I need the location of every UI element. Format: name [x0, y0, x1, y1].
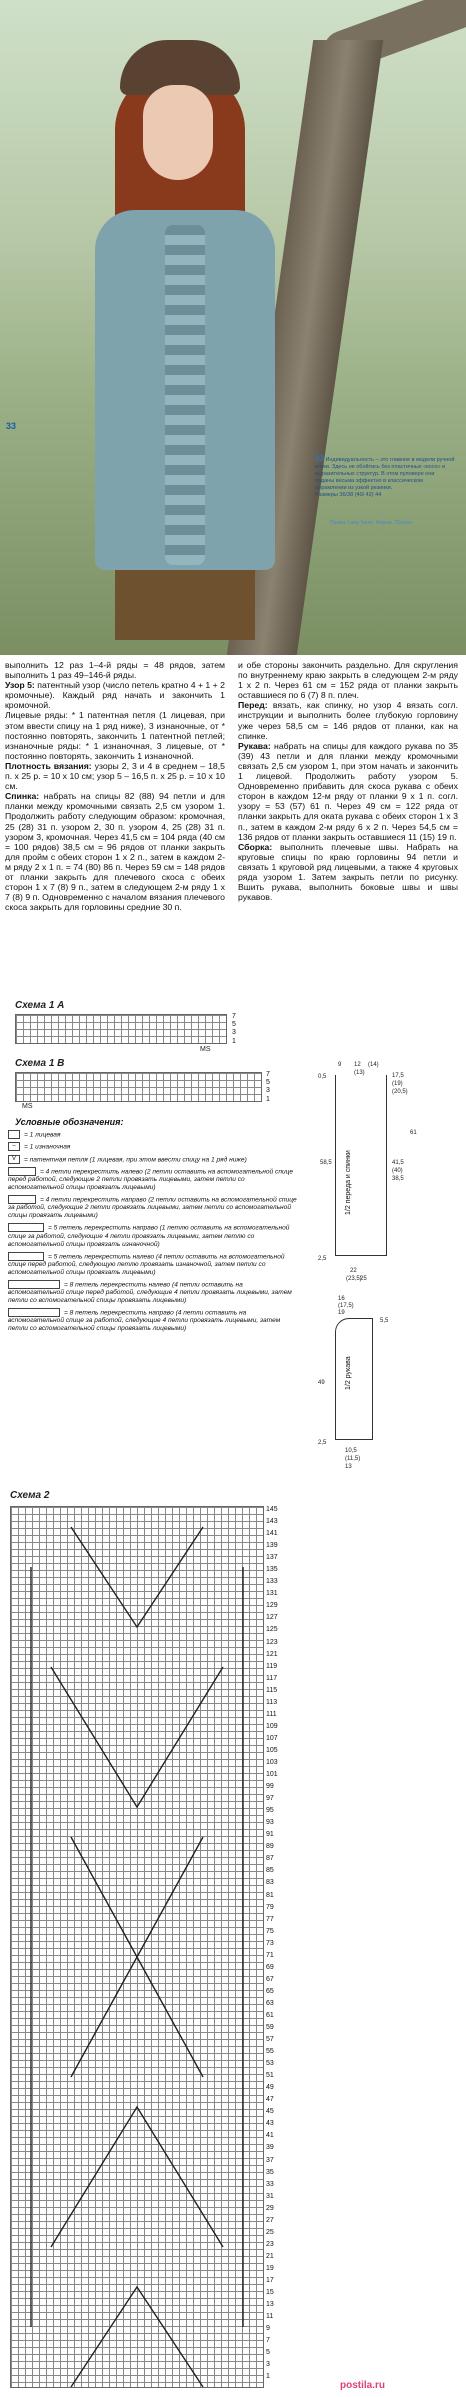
row-number: 3	[232, 1029, 236, 1037]
legend-symbol	[8, 1223, 44, 1232]
row-number: 25	[266, 2228, 274, 2236]
dimension-label: 61	[410, 1130, 417, 1136]
row-number: 37	[266, 2156, 274, 2164]
row-number: 137	[266, 1554, 278, 1562]
sleeve-schematic-label: 1/2 рукава	[345, 1356, 352, 1390]
row-number: 85	[266, 1867, 274, 1875]
row-number: 69	[266, 1963, 274, 1971]
legend-item	[8, 1280, 298, 1305]
row-number: 7	[266, 2337, 270, 2345]
row-number: 71	[266, 1951, 274, 1959]
dimension-label: 13	[345, 1464, 352, 1470]
paragraph-text: выполнить 12 раз 1–4-й ряды = 48 рядов, затем выполнить 1 раз 49–146-й ряды.	[5, 660, 225, 681]
dimension-label: (23,5)	[346, 1276, 362, 1282]
row-number: 73	[266, 1939, 274, 1947]
legend-text: = 8 петель перекрестить направо (4 петли оставить на вспомогательной спице за работой, следующие 4 петли провязать лицевыми, затем петли со вспомогательной спицы провязать лицевыми)	[8, 1309, 281, 1333]
legend-title: Условные обозначения:	[15, 1117, 124, 1127]
legend-list	[8, 1130, 298, 1336]
scheme-1a-title: Схема 1 A	[15, 1000, 65, 1011]
row-number: 51	[266, 2072, 274, 2080]
row-number: 1	[232, 1037, 236, 1045]
paragraph-text: набрать на спицы 82 (88) 94 петли и для планки между кромочными связать 2,5 см узором 1. Продолжить работу следующим образом: кромочная, 25 (28) 31 п. узором 2, 30 п. узором 4, 25 (28) 31 п. узором 3, кромочная. Через 41,5 см = 104 ряда (40 см = 100 рядов) 38,5 см = 96 рядов от планки закрыть для пройм с обеих сторон 1 х 2 п., затем в каждом 2-м ряду 2 х 1 п. = 74 (80) 86 п. Через 59 см = 148 рядов от планки закрыть для плечевого скоса с обеих сторон 1 х 7 (8) 9 п., затем в следующем 2-м ряду 1 х 7 (8) 9 п. Одновременно с началом вязания плечевого скоса закрыть для горловины средние 30 п.	[5, 791, 225, 913]
scheme-2-grid	[10, 1506, 264, 2388]
row-number: 15	[266, 2289, 274, 2297]
row-number: 131	[266, 1590, 278, 1598]
row-number: 119	[266, 1662, 278, 1670]
paragraph-heading: Рукава:	[238, 740, 271, 751]
dimension-label: (17,5)	[338, 1303, 354, 1309]
row-number: 17	[266, 2277, 274, 2284]
row-number: 135	[266, 1566, 278, 1574]
row-number: 1	[266, 2373, 270, 2381]
legend-item	[8, 1252, 298, 1277]
paragraph-text: набрать на спицы для каждого рукава по 35 (39) 43 петли и для планки между кромочными связать 2,5 см узором 1, при этом начать и закончить 1 лицевой. Продолжить работу узором 5. Одновременно прибавить для скоса рукава с обеих сторон в каждом 12-м ряду от планки 9 х 1 п. согл. узору = 53 (57) 61 п. Через 49 см = 122 ряда от планки закрыть для оката рукава с обеих сторон 1 х 3 п., затем в каждом 2-м ряду 6 х 2 п. Через 54,5 см = 136 рядов от планки закрыть оставшиеся 11 (15) 19 п.	[238, 740, 458, 842]
sweater-cable	[165, 225, 205, 565]
row-number: 13	[266, 2301, 274, 2309]
legend-text: = 4 петли перекрестить налево (2 петли оставить на вспомогательной спице перед работой, следующие 2 петли провязать лицевыми, затем петли со вспомогательной спицы провязать лицевыми)	[8, 1168, 294, 1191]
legend-symbol	[8, 1167, 36, 1176]
row-number: 117	[266, 1674, 278, 1682]
paragraph	[238, 842, 458, 903]
paragraph-text: выполнить плечевые швы. Набрать на круговые спицы по краю горловины 94 петли и связать 1 круговой ряд лицевыми, а также 4 круговых ряда узором 1. Затем закрыть петли по рисунку. Вшить рукава, выполнить боковые швы и швы рукавов.	[238, 841, 458, 903]
scheme-1a-grid	[15, 1014, 227, 1044]
dimension-label: (40)	[392, 1168, 403, 1174]
legend-text: = патентная петля (1 лицевая, при этом ввести спицу на 1 ряд ниже)	[24, 1155, 247, 1163]
row-number: 91	[266, 1831, 274, 1839]
row-number: 3	[266, 2361, 270, 2369]
row-number: 121	[266, 1650, 278, 1658]
row-number: 143	[266, 1518, 278, 1526]
body-schematic	[335, 1075, 387, 1256]
legend-item	[8, 1155, 298, 1164]
row-number: 67	[266, 1975, 274, 1983]
dimension-label: 38,5	[392, 1176, 404, 1182]
watermark-logo: postila.ru	[340, 2380, 386, 2391]
caption-sizes: Размеры 36/38 (40/ 42) 44	[315, 492, 382, 498]
paragraph	[5, 710, 225, 760]
paragraph-heading: Сборка:	[238, 841, 273, 852]
row-number: 139	[266, 1542, 278, 1550]
legend-symbol	[8, 1252, 44, 1261]
row-number: 79	[266, 1903, 274, 1911]
paragraph-text: Лицевые ряды: * 1 патентная петля (1 лицевая, при этом ввести спицу на 1 ряд ниже), 3 изнаночные, от * постоянно повторять, закончить 1 патентной петлей; изнаночные ряды: * 1 изнаночная, 3 лицевые, от * постоянно повторять, закончить 1 изнаночной.	[5, 710, 225, 761]
row-number: 23	[266, 2240, 274, 2248]
dimension-label: 5,5	[380, 1318, 389, 1324]
legend-symbol: V	[8, 1155, 20, 1164]
scheme-1b-row-numbers	[266, 1071, 270, 1104]
instructions-column-2	[238, 660, 458, 902]
row-number: 9	[266, 2325, 270, 2333]
row-number: 107	[266, 1734, 278, 1742]
model-face	[143, 85, 213, 180]
row-number: 105	[266, 1746, 278, 1754]
dimension-label: 16	[338, 1296, 345, 1302]
legend-item	[8, 1142, 298, 1151]
legend-item	[8, 1223, 298, 1248]
row-number: 83	[266, 1879, 274, 1887]
row-number: 1	[266, 1095, 270, 1103]
legend-symbol	[8, 1130, 20, 1139]
legend-item	[8, 1167, 298, 1192]
scheme-1b-ms: MS	[22, 1103, 33, 1110]
row-number: 5	[266, 1079, 270, 1087]
row-number: 3	[266, 1087, 270, 1095]
dimension-label: (20,5)	[392, 1089, 408, 1095]
caption-credit: Пряжа: Lang Yarns. Фирма: 7Gross»	[330, 520, 414, 526]
scheme-2-row-numbers	[266, 1504, 278, 2383]
row-number: 21	[266, 2252, 274, 2260]
row-number: 77	[266, 1915, 274, 1923]
scheme-1a-row-numbers	[232, 1013, 236, 1046]
paragraph	[5, 660, 225, 680]
dimension-label: 19	[338, 1310, 345, 1316]
scheme-2-title: Схема 2	[10, 1490, 50, 1501]
row-number: 41	[266, 2132, 274, 2140]
row-number: 95	[266, 1807, 274, 1815]
paragraph	[238, 660, 458, 700]
dimension-label: (13)	[354, 1070, 365, 1076]
paragraph	[5, 791, 225, 912]
page-number: 33	[6, 421, 17, 431]
legend-item	[8, 1195, 298, 1220]
row-number: 93	[266, 1819, 274, 1827]
dimension-label: 58,5	[320, 1160, 332, 1166]
row-number: 45	[266, 2108, 274, 2116]
legend-text: = 4 петли перекрестить направо (2 петли оставить на вспомогательной спице за работой, следующие 2 петли провязать лицевыми, затем петли со вспомогательной спицы провязать лицевыми)	[8, 1196, 297, 1220]
row-number: 133	[266, 1578, 278, 1586]
legend-text: = 8 петель перекрестить налево (4 петли оставить на вспомогательной спице перед работой, следующие 4 петли провязать лицевыми, затем петли со вспомогательной спицы провязать лицевыми)	[8, 1281, 292, 1304]
row-number: 53	[266, 2060, 274, 2068]
row-number: 19	[266, 2264, 274, 2272]
row-number: 65	[266, 1987, 274, 1995]
dimension-label: 25	[360, 1276, 367, 1282]
model-pants	[115, 570, 255, 640]
row-number: 61	[266, 2011, 274, 2019]
paragraph-text: и обе стороны закончить раздельно. Для скругления по внутреннему краю закрыть в следующем 2-м ряду 1 х 2 п. Через 61 см = 152 ряда от планки закрыть оставшиеся по 6 (7) 8 п. плеч.	[238, 660, 458, 701]
dimension-label: 17,5	[392, 1073, 404, 1079]
dimension-label: (14)	[368, 1062, 379, 1068]
row-number: 39	[266, 2144, 274, 2152]
row-number: 5	[232, 1021, 236, 1029]
paragraph-text: патентный узор (число петель кратно 4 + 1 + 2 кромочные). Каждый ряд начать и закончить 1 кромочной.	[5, 680, 225, 711]
sleeve-schematic	[335, 1318, 373, 1440]
caption-text: Индивидуальность – это главное в модели ручной вязки. Здесь не обойтись без пластичных «косо» и выразительных структур. В этом пуловере они поданы весьма эффектно в классическом обрамлении из узкой резинки.	[315, 457, 455, 491]
paragraph	[5, 761, 225, 791]
row-number: 113	[266, 1698, 278, 1706]
legend-item	[8, 1130, 298, 1139]
row-number: 109	[266, 1722, 278, 1730]
row-number: 123	[266, 1638, 278, 1646]
row-number: 5	[266, 2349, 270, 2357]
legend-symbol	[8, 1280, 60, 1289]
paragraph-heading: Узор 5:	[5, 680, 35, 691]
legend-text: = 1 изнаночная	[24, 1143, 71, 1151]
row-number: 55	[266, 2048, 274, 2056]
paragraph	[5, 680, 225, 710]
dimension-label: 49	[318, 1380, 325, 1386]
paragraph-text: вязать, как спинку, но узор 4 вязать согл. инструкции и выполнить более глубокую горловину уже через 58,5 см = 146 рядов от планки, как на спинке.	[238, 700, 458, 741]
photo-caption	[315, 455, 455, 499]
row-number: 111	[266, 1710, 277, 1718]
legend-text: = 5 петель перекрестить направо (1 петлю оставить на вспомогательной спице за работой, следующие 4 петли провязать лицевыми, затем петлю со вспомогательной спицы провязать изнаночной)	[8, 1224, 290, 1248]
legend-text: = 5 петель перекрестить налево (4 петли оставить на вспомогательной спице перед работой, следующую петлю провязать изнаночной, затем петли со вспомогательной спицы провязать лицевыми)	[8, 1252, 285, 1276]
row-number: 27	[266, 2216, 274, 2224]
row-number: 47	[266, 2096, 274, 2104]
paragraph-text: узоры 2, 3 и 4 в среднем – 18,5 п. х 25 р. = 10 х 10 см; узор 5 – 16,5 п. х 25 р. = 10 х 10 см.	[5, 760, 226, 792]
row-number: 115	[266, 1686, 278, 1694]
row-number: 81	[266, 1891, 274, 1899]
paragraph-heading: Спинка:	[5, 791, 40, 802]
scheme-1b-grid	[15, 1072, 262, 1102]
row-number: 101	[266, 1771, 278, 1779]
paragraph-heading: Перед:	[238, 700, 268, 711]
legend-symbol: –	[8, 1142, 20, 1151]
row-number: 99	[266, 1783, 274, 1791]
legend-item	[8, 1308, 298, 1333]
dimension-label: 2,5	[318, 1440, 327, 1446]
instructions-column-1	[5, 660, 225, 912]
row-number: 35	[266, 2168, 274, 2176]
paragraph	[238, 741, 458, 842]
body-schematic-label: 1/2 переда и спинки	[345, 1150, 352, 1215]
row-number: 57	[266, 2036, 274, 2044]
row-number: 33	[266, 2180, 274, 2188]
legend-symbol	[8, 1195, 36, 1204]
row-number: 49	[266, 2084, 274, 2092]
dimension-label: 12	[354, 1062, 361, 1068]
row-number: 89	[266, 1843, 274, 1851]
caption-number: 33	[315, 454, 324, 463]
row-number: 103	[266, 1758, 278, 1766]
row-number: 97	[266, 1795, 274, 1803]
dimension-label: 10,5	[345, 1448, 357, 1454]
dimension-label: 0,5	[318, 1074, 327, 1080]
dimension-label: 41,5	[392, 1160, 404, 1166]
row-number: 59	[266, 2024, 274, 2032]
row-number: 63	[266, 1999, 274, 2007]
row-number: 7	[266, 1071, 270, 1078]
model-photo	[0, 0, 466, 655]
row-number: 145	[266, 1506, 278, 1513]
legend-symbol	[8, 1308, 60, 1317]
row-number: 125	[266, 1626, 278, 1634]
row-number: 127	[266, 1614, 278, 1622]
scheme-1b-title: Схема 1 B	[15, 1058, 65, 1069]
scheme-1a-ms: MS	[200, 1046, 211, 1053]
row-number: 43	[266, 2120, 274, 2128]
scheme-2-cables	[11, 1507, 263, 2387]
dimension-label: 22	[350, 1268, 357, 1274]
model-figure	[95, 40, 275, 640]
row-number: 29	[266, 2204, 274, 2212]
row-number: 31	[266, 2192, 274, 2200]
row-number: 129	[266, 1602, 278, 1610]
paragraph-heading: Плотность вязания:	[5, 760, 92, 771]
row-number: 87	[266, 1855, 274, 1863]
dimension-label: (11,5)	[345, 1456, 361, 1462]
legend-text: = 1 лицевая	[24, 1131, 61, 1139]
row-number: 11	[266, 2313, 274, 2321]
dimension-label: 2,5	[318, 1256, 327, 1262]
row-number: 141	[266, 1530, 278, 1538]
paragraph	[238, 700, 458, 740]
dimension-label: 9	[338, 1062, 342, 1068]
row-number: 7	[232, 1013, 236, 1020]
row-number: 75	[266, 1927, 274, 1935]
dimension-label: (19)	[392, 1081, 403, 1087]
